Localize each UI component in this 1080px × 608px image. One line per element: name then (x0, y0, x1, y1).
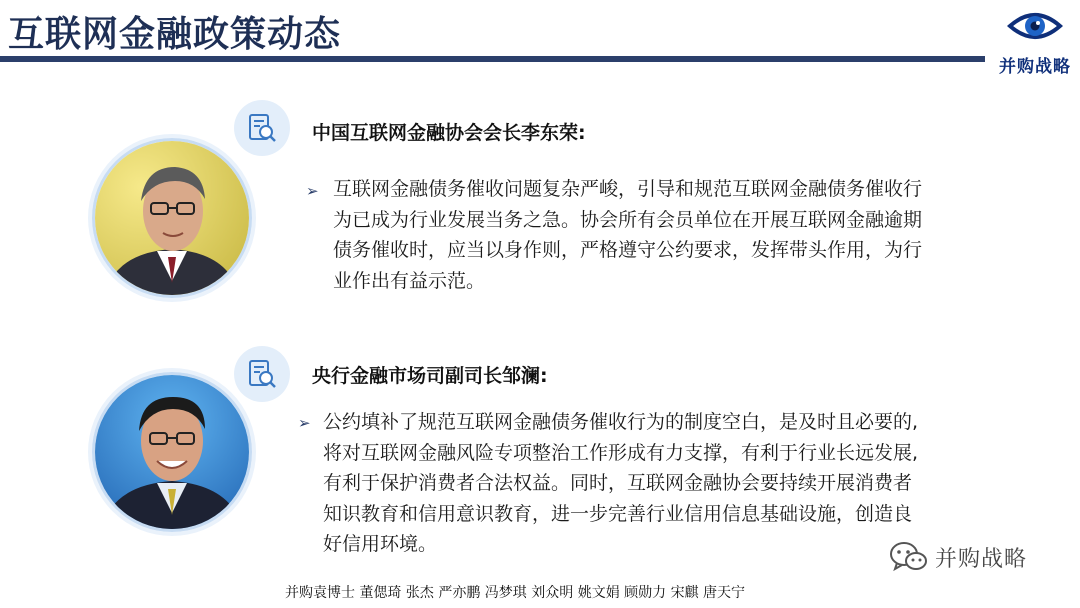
arrowhead-bullet-icon: ➢ (298, 414, 311, 432)
speaker-heading: 央行金融市场司副司长邹澜: (312, 365, 548, 387)
brand-logo-text: 并购战略 (999, 57, 1071, 77)
watermark (889, 541, 1027, 573)
watermark-text: 并购战略 (935, 546, 1028, 572)
credits: 并购袁博士 董偲琦 张杰 严亦鹏 冯梦琪 刘众明 姚文娟 顾勋力 宋麒 唐天宁 (285, 585, 746, 601)
quote-line: 为已成为行业发展当务之急。协会所有会员单位在开展互联网金融逾期 (333, 208, 923, 231)
quote-line: 好信用环境。 (323, 533, 438, 555)
speaker-heading: 中国互联网金融协会会长李东荣: (312, 122, 586, 144)
quote-line: 债务催收时，应当以身作则，严格遵守公约要求，发挥带头作用，为行 (333, 239, 923, 261)
title-rule (0, 56, 985, 62)
brand-logo (995, 6, 1075, 77)
speaker-portrait (92, 372, 252, 532)
section-icon (234, 346, 290, 402)
document-search-icon (245, 111, 279, 145)
document-search-icon (245, 357, 279, 391)
speaker-portrait (92, 138, 252, 298)
slide-title: 互联网金融政策动态 (8, 14, 342, 55)
quote-line: 互联网金融债务催收问题复杂严峻，引导和规范互联网金融债务催收行 (333, 178, 923, 200)
speaker-quote (333, 174, 922, 296)
quote-line: 知识教育和信用意识教育，进一步完善行业信用信息基础设施，创造良 (323, 502, 913, 525)
speaker-quote (323, 407, 918, 560)
quote-line: 将对互联网金融风险专项整治工作形成有力支撑，有利于行业长远发展, (323, 441, 919, 464)
arrowhead-bullet-icon: ➢ (306, 182, 319, 200)
section-icon (234, 100, 290, 156)
eye-logo-icon (1007, 6, 1063, 50)
quote-line: 公约填补了规范互联网金融债务催收行为的制度空白，是及时且必要的, (323, 411, 919, 433)
quote-line: 有利于保护消费者合法权益。同时，互联网金融协会要持续开展消费者 (323, 472, 913, 494)
quote-line: 业作出有益示范。 (333, 269, 486, 292)
wechat-icon (889, 541, 929, 573)
